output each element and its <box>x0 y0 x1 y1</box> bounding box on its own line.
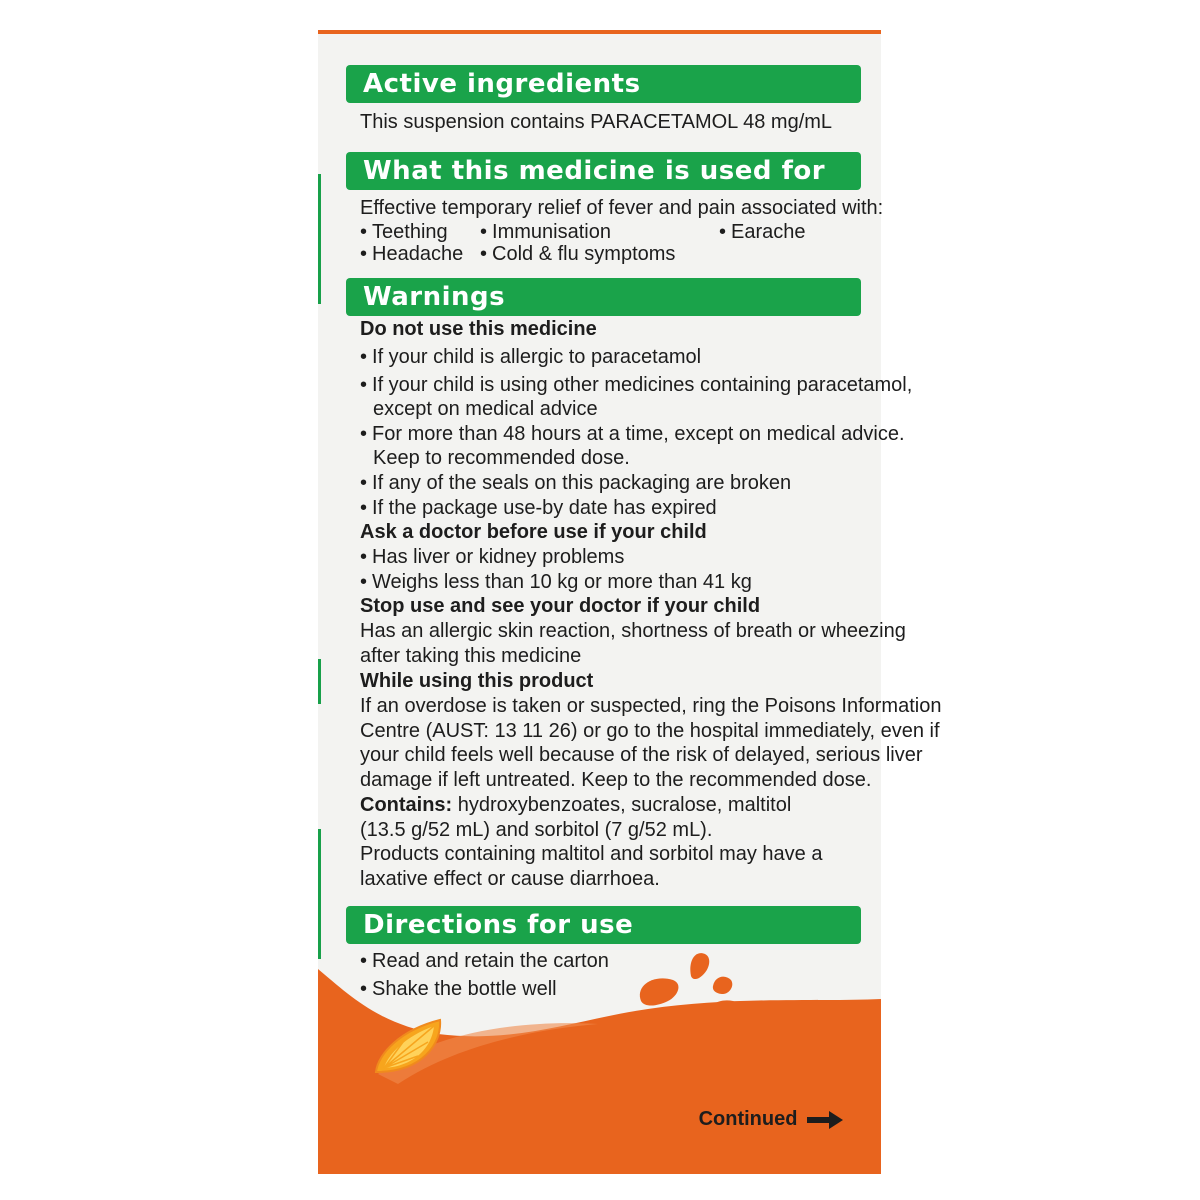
list-item: • Read and retain the carton <box>360 949 609 974</box>
warnings-subheading: Ask a doctor before use if your child <box>360 521 707 543</box>
package-panel <box>318 30 942 1174</box>
list-item: • If any of the seals on this packaging are broken <box>360 471 791 496</box>
list-item: • Teething <box>360 220 448 245</box>
paragraph-line: Has an allergic skin reaction, shortness of breath or wheezing <box>360 620 906 642</box>
list-item: • If the package use-by date has expired <box>360 496 717 521</box>
contains-label: Contains: <box>360 794 453 816</box>
arrow-right-icon <box>807 1111 843 1129</box>
list-item: • Has liver or kidney problems <box>360 545 624 570</box>
list-item: • Cold & flu symptoms <box>480 242 675 267</box>
paragraph-line: laxative effect or cause diarrhoea. <box>360 868 660 890</box>
list-item: • For more than 48 hours at a time, except on medical advice. <box>360 422 905 447</box>
section-header-directions: Directions for use <box>346 906 861 944</box>
orange-splash-icon <box>633 946 753 1026</box>
warnings-subheading: Stop use and see your doctor if your child <box>360 595 761 617</box>
section-header-warnings: Warnings <box>346 278 861 316</box>
list-item: • Earache <box>719 220 806 245</box>
paragraph-line: Centre (AUST: 13 11 26) or go to the hospital immediately, even if <box>360 720 940 742</box>
warnings-subheading: Do not use this medicine <box>360 318 597 340</box>
continued-indicator <box>699 1108 843 1131</box>
list-item: • If your child is using other medicines containing paracetamol, <box>360 373 912 398</box>
list-item-continuation: except on medical advice <box>373 398 598 420</box>
list-item: • Shake the bottle well <box>360 977 557 1002</box>
paragraph-line: (13.5 g/52 mL) and sorbitol (7 g/52 mL). <box>360 819 713 841</box>
list-item: • If your child is allergic to paracetamol <box>360 345 701 370</box>
list-item: • Headache <box>360 242 463 267</box>
list-item-continuation: Keep to recommended dose. <box>373 447 630 469</box>
orange-slice-icon <box>370 1014 448 1084</box>
continued-label: Continued <box>698 1108 798 1130</box>
paragraph-line: damage if left untreated. Keep to the recommended dose. <box>360 769 872 791</box>
contains-line <box>360 793 791 818</box>
used-for-intro: Effective temporary relief of fever and pain associated with: <box>360 197 884 219</box>
paragraph-line: Products containing maltitol and sorbitol may have a <box>360 843 823 865</box>
paragraph-line: your child feels well because of the risk of delayed, serious liver <box>360 744 923 766</box>
section-header-used-for: What this medicine is used for <box>346 152 861 190</box>
list-item: • Weighs less than 10 kg or more than 41 kg <box>360 570 752 595</box>
section-header-active-ingredients: Active ingredients <box>346 65 861 103</box>
list-item: • Immunisation <box>480 220 611 245</box>
paragraph-line: after taking this medicine <box>360 645 582 667</box>
warnings-subheading: While using this product <box>360 670 594 692</box>
paragraph-line: If an overdose is taken or suspected, ring the Poisons Information <box>360 695 942 717</box>
active-ingredient-text: This suspension contains PARACETAMOL 48 mg/mL <box>360 111 833 133</box>
contains-text: hydroxybenzoates, sucralose, maltitol <box>452 794 792 816</box>
